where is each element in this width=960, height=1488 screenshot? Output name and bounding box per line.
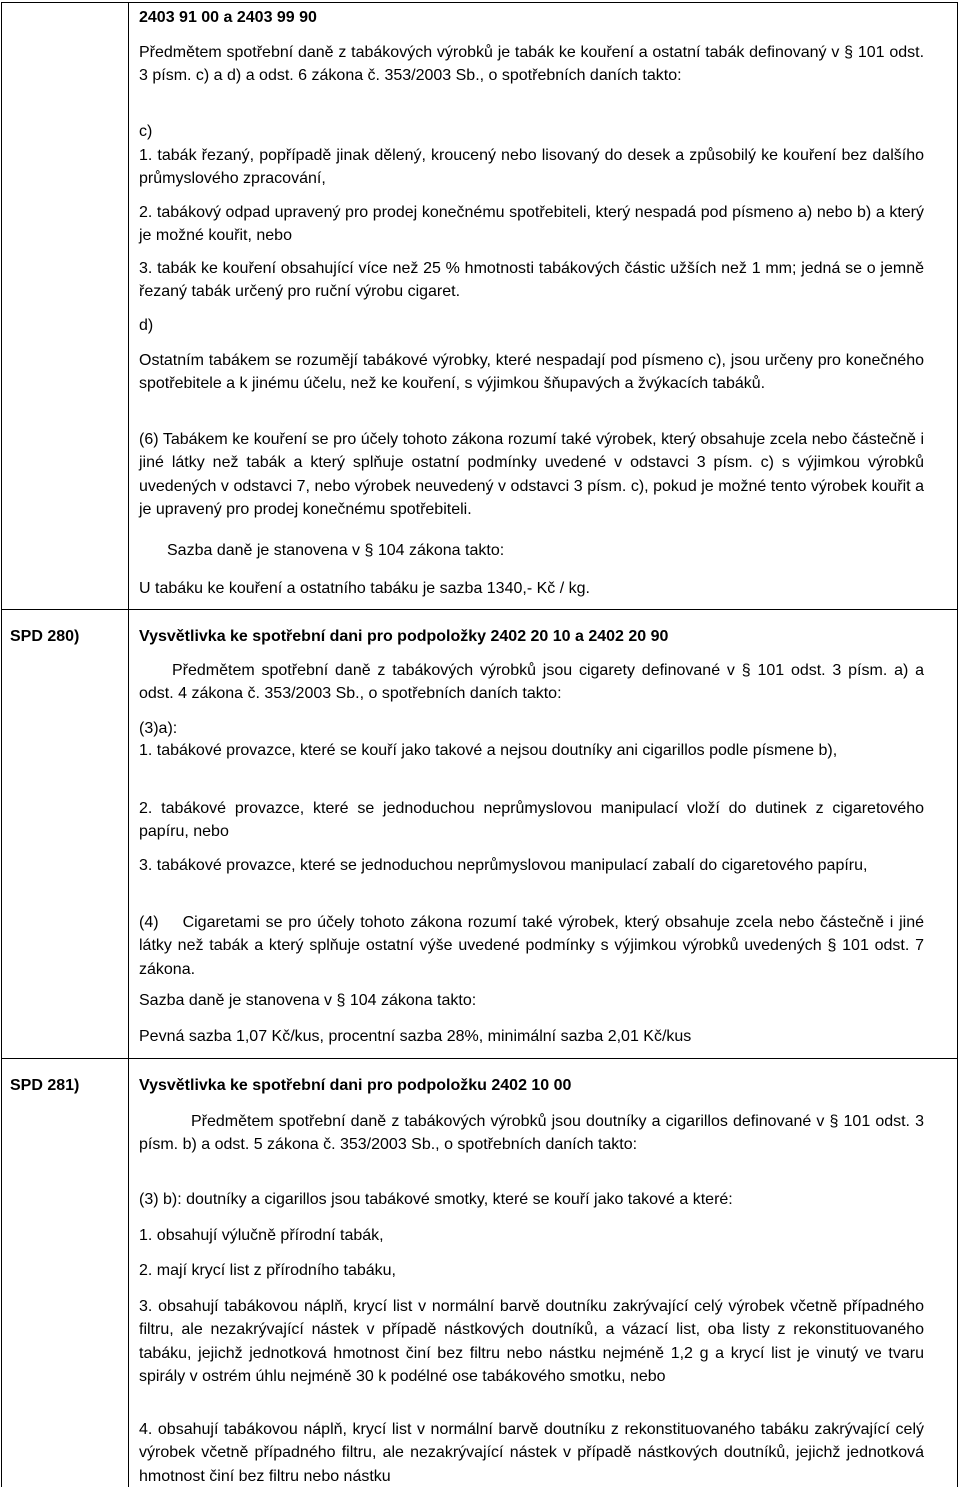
paragraph-4-text: 101 odst. 7 zákona. <box>139 937 925 978</box>
code-heading: 2403 91 00 a 2403 99 90 <box>139 9 317 26</box>
rate-intro-part: Sazba daně je stanovena v <box>167 542 361 559</box>
item-281-4: 4. obsahují tabákovou náplň, krycí list v normální barvě doutníku z rekonstituovaného tabáku zakrývající celý výrobek včetně případného filtru, ale nezakrývající nástek v případě nástkových doutníků, jejichž jednotková hmotnost činí bez filtru nebo nástku <box>139 1421 924 1485</box>
paragraph-4-text: Cigaretami se pro účely tohoto zákona rozumí také výrobek, který obsahuje zcela nebo částečně i jiné látky než tabák a který splňuje ostatní výše uvedené podmínky s výjimkou výrobků uvedených <box>139 914 924 955</box>
table-border-right <box>957 2 958 1487</box>
item-280-2: 2. tabákové provazce, které se jednoduchou neprůmyslovou manipulací vloží do dutinek z cigaretového papíru, nebo <box>139 800 924 841</box>
table-border-left <box>1 2 2 1487</box>
paragraph-4-number: (4) <box>139 914 159 931</box>
item-c2: 2. tabákový odpad upravený pro prodej konečnému spotřebiteli, který nespadá pod písmeno a) nebo b) a který je možné kouřit, nebo <box>139 204 924 245</box>
block2-intro <box>139 659 924 706</box>
sub-label-3a: (3)a): <box>139 720 178 737</box>
rate-text: U tabáku ke kouření a ostatního tabáku je sazba 1340,- Kč / kg. <box>139 580 590 597</box>
rate-intro <box>167 541 504 561</box>
rate-intro-part: 104 zákona takto: <box>377 542 505 559</box>
section-symbol: § <box>844 44 854 61</box>
rate-intro-part: 104 zákona takto: <box>349 992 477 1009</box>
rate-intro <box>139 991 476 1011</box>
item-c1: 1. tabák řezaný, popřípadě jinak dělený, kroucený nebo lisovaný do desek a způsobilý ke kouření bez dalšího průmyslového zpracování, <box>139 147 924 188</box>
intro-text-part: 101 odst. 3 písm. c) a d) a odst. 6 zákona č. 353/2003 Sb., o spotřebních daních takto: <box>139 44 925 85</box>
item-281-1: 1. obsahují výlučně přírodní tabák, <box>139 1227 384 1244</box>
block3-intro <box>139 1110 924 1157</box>
paragraph-4 <box>139 911 924 981</box>
sub-3b: (3) b): doutníky a cigarillos jsou tabákové smotky, které se kouří jako takové a které: <box>139 1191 733 1208</box>
section-symbol: § <box>364 542 374 559</box>
letter-c-label: c) <box>139 123 153 140</box>
spd-280-heading: Vysvětlivka ke spotřební dani pro podpoložky 2402 20 10 a 2402 20 90 <box>139 628 669 645</box>
rate-text: Pevná sazba 1,07 Kč/kus, procentní sazba 28%, minimální sazba 2,01 Kč/kus <box>139 1028 692 1045</box>
section-symbol: § <box>829 1113 839 1130</box>
spd-280-label: SPD 280) <box>10 628 80 645</box>
intro-text-part: Předmětem spotřební daně z tabákových výrobků jsou cigarety definované v <box>172 662 735 679</box>
section-symbol: § <box>336 992 346 1009</box>
item-d-text: Ostatním tabákem se rozumějí tabákové výrobky, které nespadají pod písmeno c), jsou určeny pro konečného spotřebitele a k jinému účelu, než ke kouření, s výjimkou šňupavých a žvýkacích tabáků. <box>139 352 924 393</box>
table-border-top <box>1 2 958 3</box>
letter-d-label: d) <box>139 317 154 334</box>
spd-281-label: SPD 281) <box>10 1077 80 1094</box>
intro-text-part: definovaný v <box>749 44 840 61</box>
block1-intro <box>139 41 924 88</box>
rate-intro-part: Sazba daně je stanovena v <box>139 992 333 1009</box>
spd-281-heading: Vysvětlivka ke spotřební dani pro podpoložku 2402 10 00 <box>139 1077 572 1094</box>
item-280-3: 3. tabákové provazce, které se jednoduchou neprůmyslovou manipulací zabalí do cigaretového papíru, <box>139 857 868 874</box>
row-divider-2 <box>1 1058 958 1059</box>
table-column-divider <box>128 2 129 1487</box>
intro-text-part: Předmětem spotřební daně z tabákových výrobků jsou doutníky a cigarillos definované v <box>191 1113 825 1130</box>
section-symbol: § <box>741 662 751 679</box>
paragraph-6: (6) Tabákem ke kouření se pro účely tohoto zákona rozumí také výrobek, který obsahuje zcela nebo částečně i jiné látky než tabák a který splňuje ostatní podmínky uvedené v odstavci 3 písm. c) s výjimkou výrobků uvedených v odstavci 7, nebo výrobek neuvedený v odstavci 3 písm. c), pokud je možné tento výrobek kouřit a je upravený pro prodej konečnému spotřebiteli. <box>139 431 924 519</box>
item-280-1: 1. tabákové provazce, které se kouří jako takové a nejsou doutníky ani cigarillos podle písmene b), <box>139 742 838 759</box>
intro-text-part: 101 odst. 3 písm. a) a odst. 4 zákona č. 353/2003 Sb., o spotřebních daních takto: <box>139 662 924 703</box>
intro-text-part: Předmětem spotřební daně z tabákových výrobků je tabák ke kouření a ostatní tabák <box>139 44 745 61</box>
item-281-3: 3. obsahují tabákovou náplň, krycí list v normální barvě doutníku zakrývající celý výrobek včetně případného filtru, ale nezakrývající nástek v případě nástkových doutníků, a vázací list, oba listy z rekonstituovaného tabáku, jejichž jednotková hmotnost činí bez filtru nebo nástku nejméně 1,2 g a krycí list je vinutý ve tvaru spirály v ostrém úhlu nejméně 30 k podélné ose tabákového smotku, nebo <box>139 1298 924 1386</box>
item-c3: 3. tabák ke kouření obsahující více než 25 % hmotnosti tabákových částic užších než 1 mm; jedná se o jemně řezaný tabák určený pro ruční výrobu cigaret. <box>139 260 924 301</box>
row-divider-1 <box>1 609 958 610</box>
intro-text-part: 101 odst. 3 písm. b) a odst. 5 zákona č. 353/2003 Sb., o spotřebních daních takto: <box>139 1113 925 1154</box>
item-281-2: 2. mají krycí list z přírodního tabáku, <box>139 1262 396 1279</box>
section-symbol: § <box>827 937 837 955</box>
